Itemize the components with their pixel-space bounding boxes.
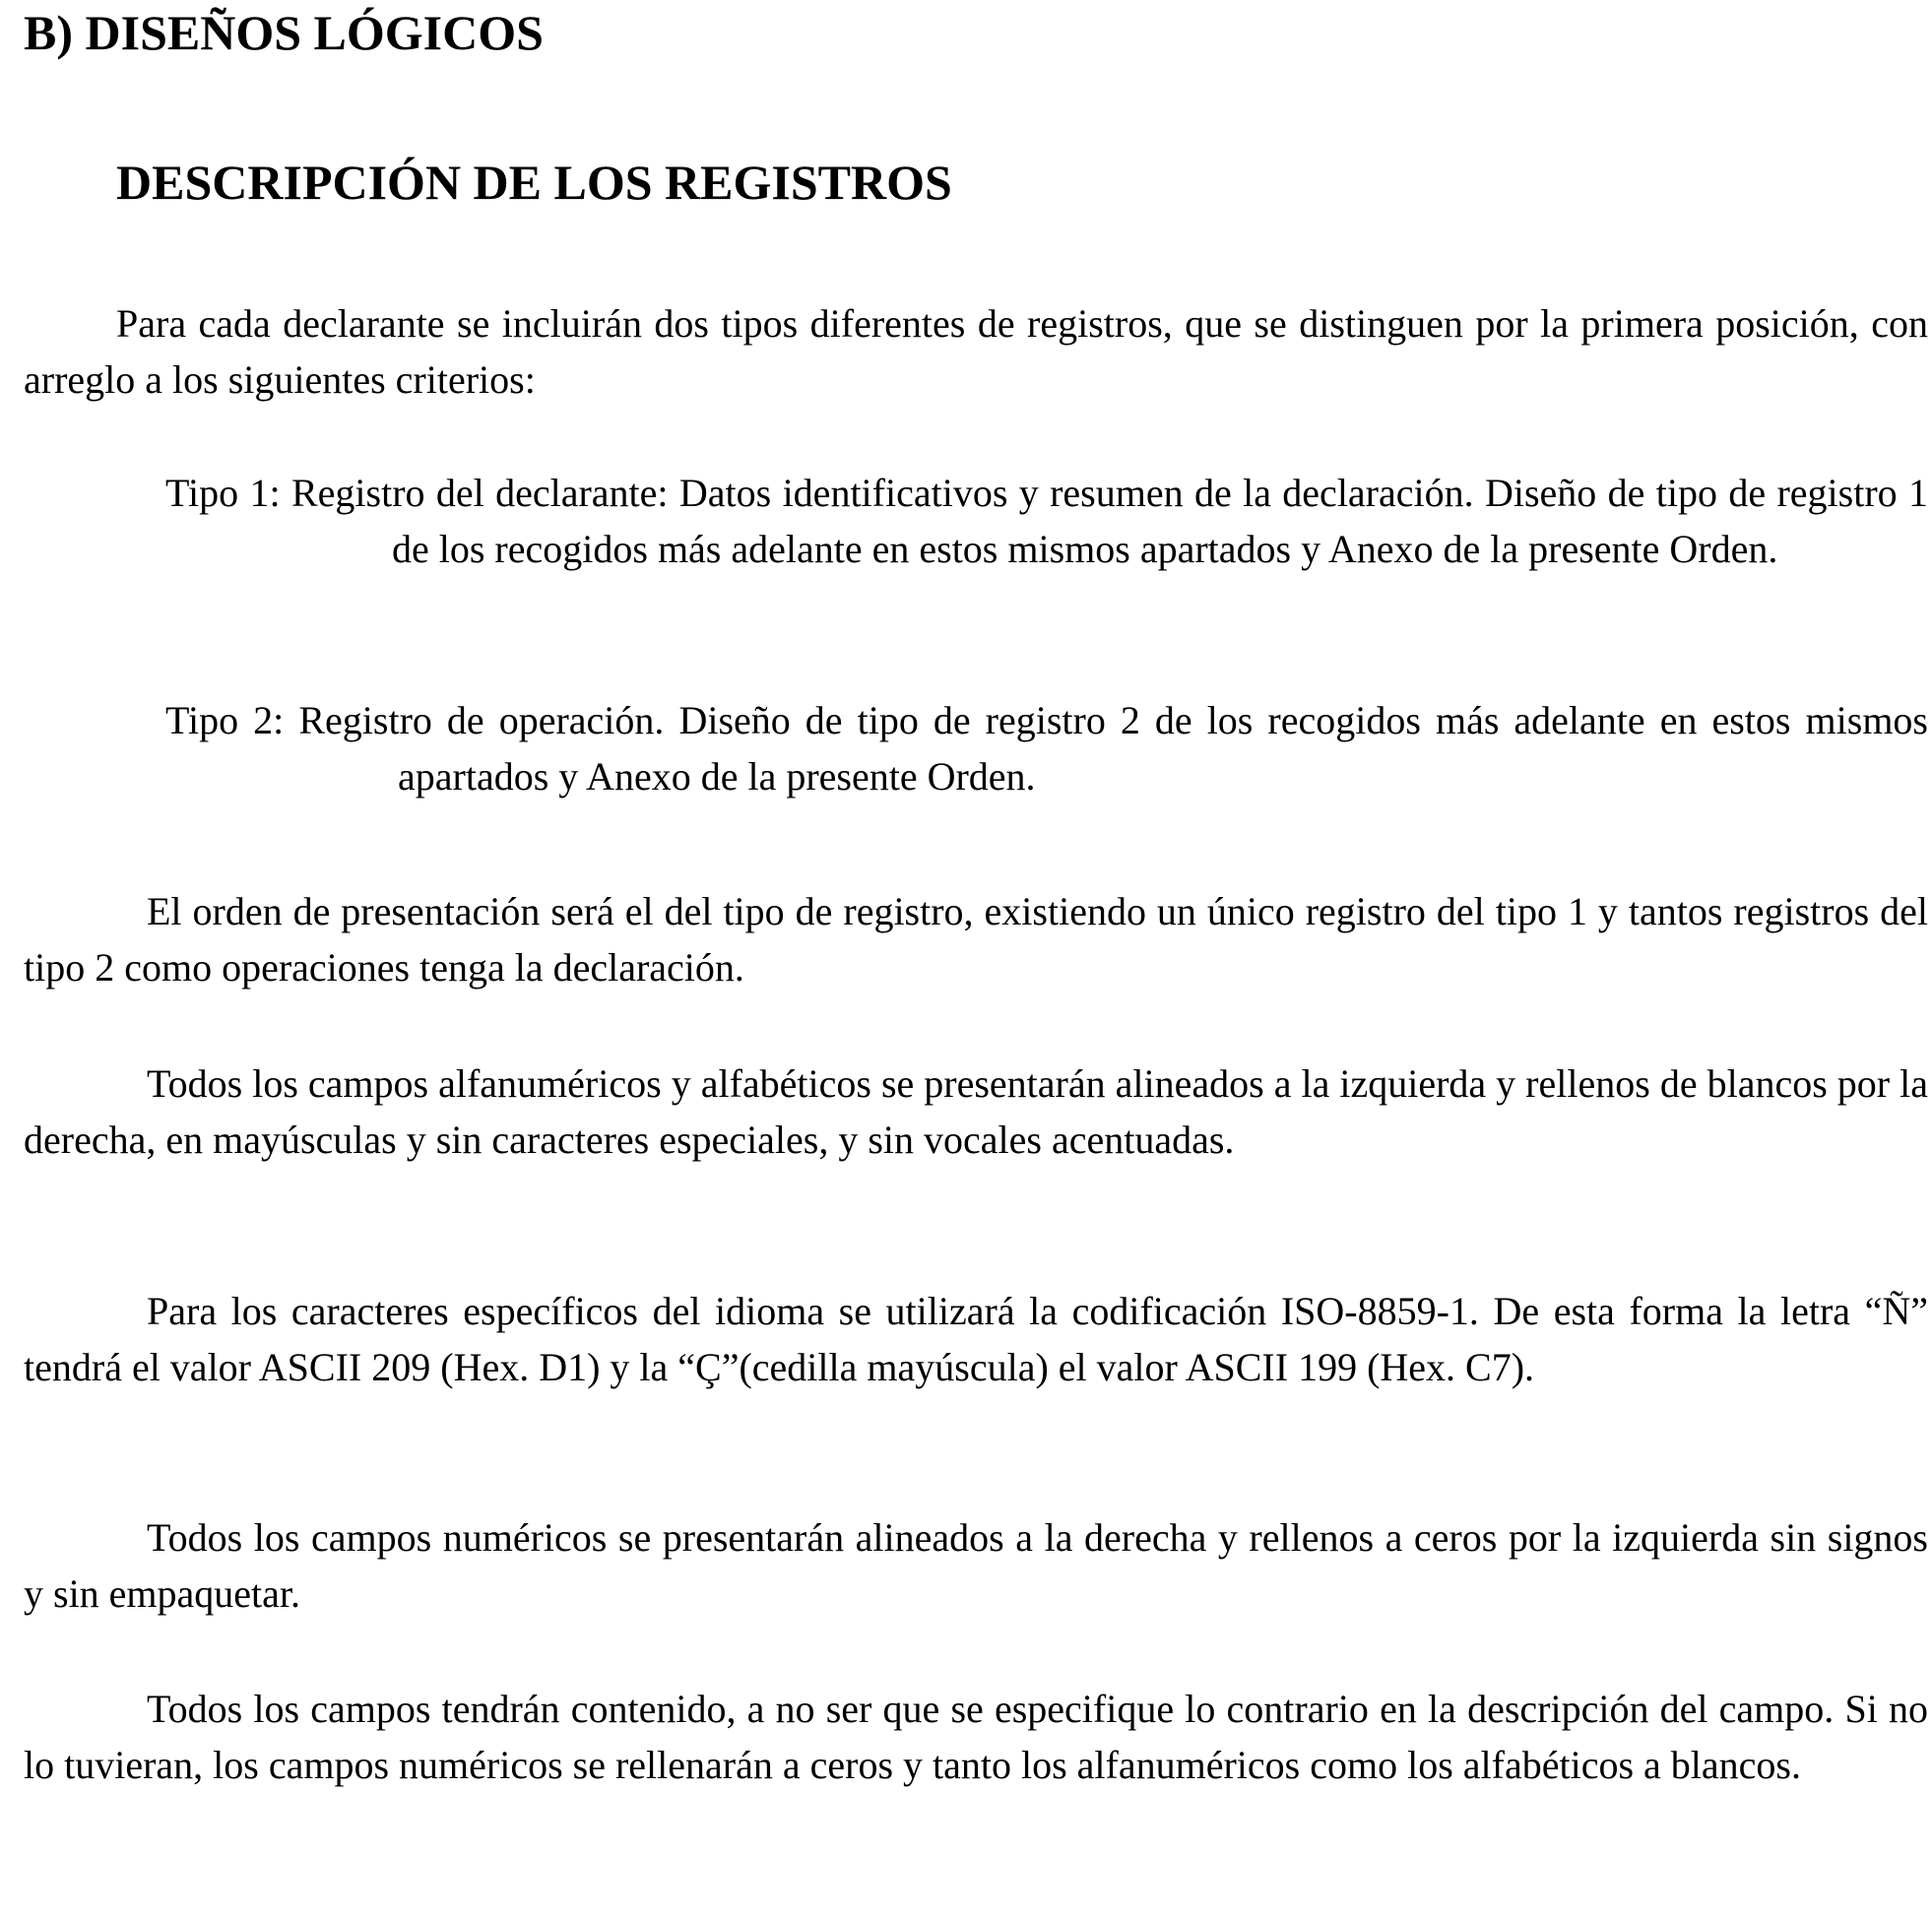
paragraph-encoding: Para los caracteres específicos del idioma se utilizará la codificación ISO-8859-1. De esta forma la letra “Ñ” tendrá el valor ASCII 209 (Hex. D1) y la “Ç”(cedilla mayúscula) el valor ASCII 199 (Hex. C7). bbox=[24, 1289, 1928, 1389]
type-2-item bbox=[165, 692, 1928, 804]
type-1-text: Registro del declarante: Datos identificativos y resumen de la declaración. Diseño de tipo de registro 1 de los recogidos más adelante en estos mismos apartados y Anexo de la presente Orden. bbox=[290, 471, 1928, 571]
type-2-label: Tipo 2: bbox=[165, 698, 285, 742]
type-1-item bbox=[165, 465, 1928, 577]
type-1-label: Tipo 1: bbox=[165, 471, 281, 515]
paragraph-content: Todos los campos tendrán contenido, a no ser que se especifique lo contrario en la descripción del campo. Si no lo tuvieran, los campos numéricos se rellenarán a ceros y tanto los alfanuméricos como los alfabéticos a blancos. bbox=[24, 1687, 1928, 1787]
subtitle: DESCRIPCIÓN DE LOS REGISTROS bbox=[116, 155, 952, 210]
paragraph-numeric: Todos los campos numéricos se presentarán alineados a la derecha y rellenos a ceros por la izquierda sin signos y sin empaquetar. bbox=[24, 1515, 1928, 1616]
type-2-text: Registro de operación. Diseño de tipo de registro 2 de los recogidos más adelante en estos mismos apartados y Anexo de la presente Orden. bbox=[298, 698, 1928, 799]
intro-paragraph: Para cada declarante se incluirán dos tipos diferentes de registros, que se distinguen por la primera posición, con arreglo a los siguientes criterios: bbox=[24, 301, 1928, 402]
section-title: B) DISEÑOS LÓGICOS bbox=[24, 5, 544, 60]
paragraph-order: El orden de presentación será el del tipo de registro, existiendo un único registro del tipo 1 y tantos registros del tipo 2 como operaciones tenga la declaración. bbox=[24, 889, 1928, 990]
paragraph-alphanumeric: Todos los campos alfanuméricos y alfabéticos se presentarán alineados a la izquierda y rellenos de blancos por la derecha, en mayúsculas y sin caracteres especiales, y sin vocales acentuadas. bbox=[24, 1061, 1928, 1162]
